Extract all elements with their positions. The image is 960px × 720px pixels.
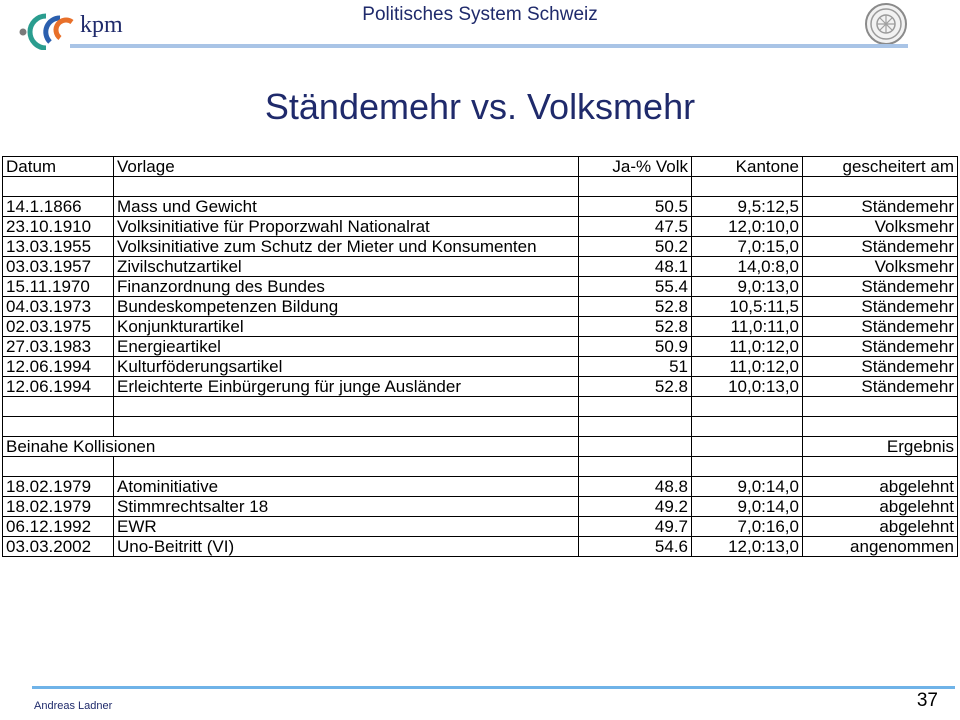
table-header-row [3,157,958,177]
footer-author: Andreas Ladner [34,700,113,712]
table-row [3,377,958,397]
slide-title: Ständemehr vs. Volksmehr [264,86,696,127]
footer-divider [32,686,955,689]
failed-at-cell: Ständemehr [803,357,958,377]
result-cell: abgelehnt [803,497,958,517]
header-divider [70,44,908,48]
column-header: Vorlage [114,157,579,177]
yes-percent-cell: 50.5 [579,197,692,217]
proposal-cell: Konjunkturartikel [114,317,579,337]
proposal-cell: Finanzordnung des Bundes [114,277,579,297]
table-row [3,257,958,277]
result-cell: angenommen [803,537,958,557]
failed-at-cell: Ständemehr [803,317,958,337]
yes-percent-cell: 52.8 [579,317,692,337]
date-cell: 06.12.1992 [3,517,114,537]
proposal-cell: Atominitiative [114,477,579,497]
cantons-cell: 10,5:11,5 [692,297,803,317]
date-cell: 12.06.1994 [3,377,114,397]
proposal-cell: Bundeskompetenzen Bildung [114,297,579,317]
yes-percent-cell: 54.6 [579,537,692,557]
cantons-cell: 12,0:10,0 [692,217,803,237]
header-title: Politisches System Schweiz [362,4,598,25]
votes-table [2,156,958,557]
date-cell: 04.03.1973 [3,297,114,317]
table-row [3,517,958,537]
table-row [3,477,958,497]
cantons-cell: 10,0:13,0 [692,377,803,397]
table-row [3,337,958,357]
proposal-cell: Mass und Gewicht [114,197,579,217]
failed-at-cell: Ständemehr [803,297,958,317]
date-cell: 18.02.1979 [3,497,114,517]
table-row [3,217,958,237]
date-cell: 23.10.1910 [3,217,114,237]
date-cell: 15.11.1970 [3,277,114,297]
proposal-cell: EWR [114,517,579,537]
table-row [3,297,958,317]
date-cell: 03.03.2002 [3,537,114,557]
proposal-cell: Erleichterte Einbürgerung für junge Ausländer [114,377,579,397]
column-header: gescheitert am [803,157,958,177]
date-cell: 03.03.1957 [3,257,114,277]
date-cell: 12.06.1994 [3,357,114,377]
section-header-row [3,437,958,457]
table-row [3,537,958,557]
cantons-cell: 9,5:12,5 [692,197,803,217]
date-cell: 14.1.1866 [3,197,114,217]
table-row [3,237,958,257]
yes-percent-cell: 55.4 [579,277,692,297]
table-row [3,317,958,337]
failed-at-cell: Volksmehr [803,257,958,277]
date-cell: 27.03.1983 [3,337,114,357]
proposal-cell: Kulturföderungsartikel [114,357,579,377]
table-row [3,497,958,517]
logo-text: kpm [80,12,123,38]
yes-percent-cell: 47.5 [579,217,692,237]
proposal-cell: Zivilschutzartikel [114,257,579,277]
empty-row [3,417,958,437]
result-cell: abgelehnt [803,477,958,497]
proposal-cell: Stimmrechtsalter 18 [114,497,579,517]
table-row [3,277,958,297]
table-row [3,197,958,217]
failed-at-cell: Ständemehr [803,277,958,297]
empty-row [3,177,958,197]
cantons-cell: 12,0:13,0 [692,537,803,557]
cantons-cell: 9,0:14,0 [692,477,803,497]
failed-at-cell: Volksmehr [803,217,958,237]
proposal-cell: Volksinitiative zum Schutz der Mieter und Konsumenten [114,237,579,257]
yes-percent-cell: 49.2 [579,497,692,517]
yes-percent-cell: 52.8 [579,377,692,397]
column-header: Datum [3,157,114,177]
cantons-cell: 7,0:15,0 [692,237,803,257]
yes-percent-cell: 50.9 [579,337,692,357]
failed-at-cell: Ständemehr [803,377,958,397]
cantons-cell: 11,0:11,0 [692,317,803,337]
yes-percent-cell: 48.1 [579,257,692,277]
cantons-cell: 11,0:12,0 [692,337,803,357]
section-label: Beinahe Kollisionen [3,437,579,457]
empty-row [3,457,958,477]
yes-percent-cell: 52.8 [579,297,692,317]
cantons-cell: 9,0:14,0 [692,497,803,517]
result-cell: abgelehnt [803,517,958,537]
cantons-cell: 7,0:16,0 [692,517,803,537]
date-cell: 02.03.1975 [3,317,114,337]
cantons-cell: 9,0:13,0 [692,277,803,297]
proposal-cell: Energieartikel [114,337,579,357]
proposal-cell: Uno-Beitritt (VI) [114,537,579,557]
yes-percent-cell: 51 [579,357,692,377]
failed-at-cell: Ständemehr [803,197,958,217]
cantons-cell: 14,0:8,0 [692,257,803,277]
page-number: 37 [916,690,938,711]
failed-at-cell: Ständemehr [803,237,958,257]
empty-row [3,397,958,417]
university-seal-icon [864,2,908,46]
cantons-cell: 11,0:12,0 [692,357,803,377]
date-cell: 18.02.1979 [3,477,114,497]
proposal-cell: Volksinitiative für Proporzwahl Nationalrat [114,217,579,237]
failed-at-cell: Ständemehr [803,337,958,357]
yes-percent-cell: 50.2 [579,237,692,257]
table-row [3,357,958,377]
yes-percent-cell: 48.8 [579,477,692,497]
date-cell: 13.03.1955 [3,237,114,257]
column-header: Kantone [692,157,803,177]
result-header: Ergebnis [803,437,958,457]
yes-percent-cell: 49.7 [579,517,692,537]
column-header: Ja-% Volk [579,157,692,177]
